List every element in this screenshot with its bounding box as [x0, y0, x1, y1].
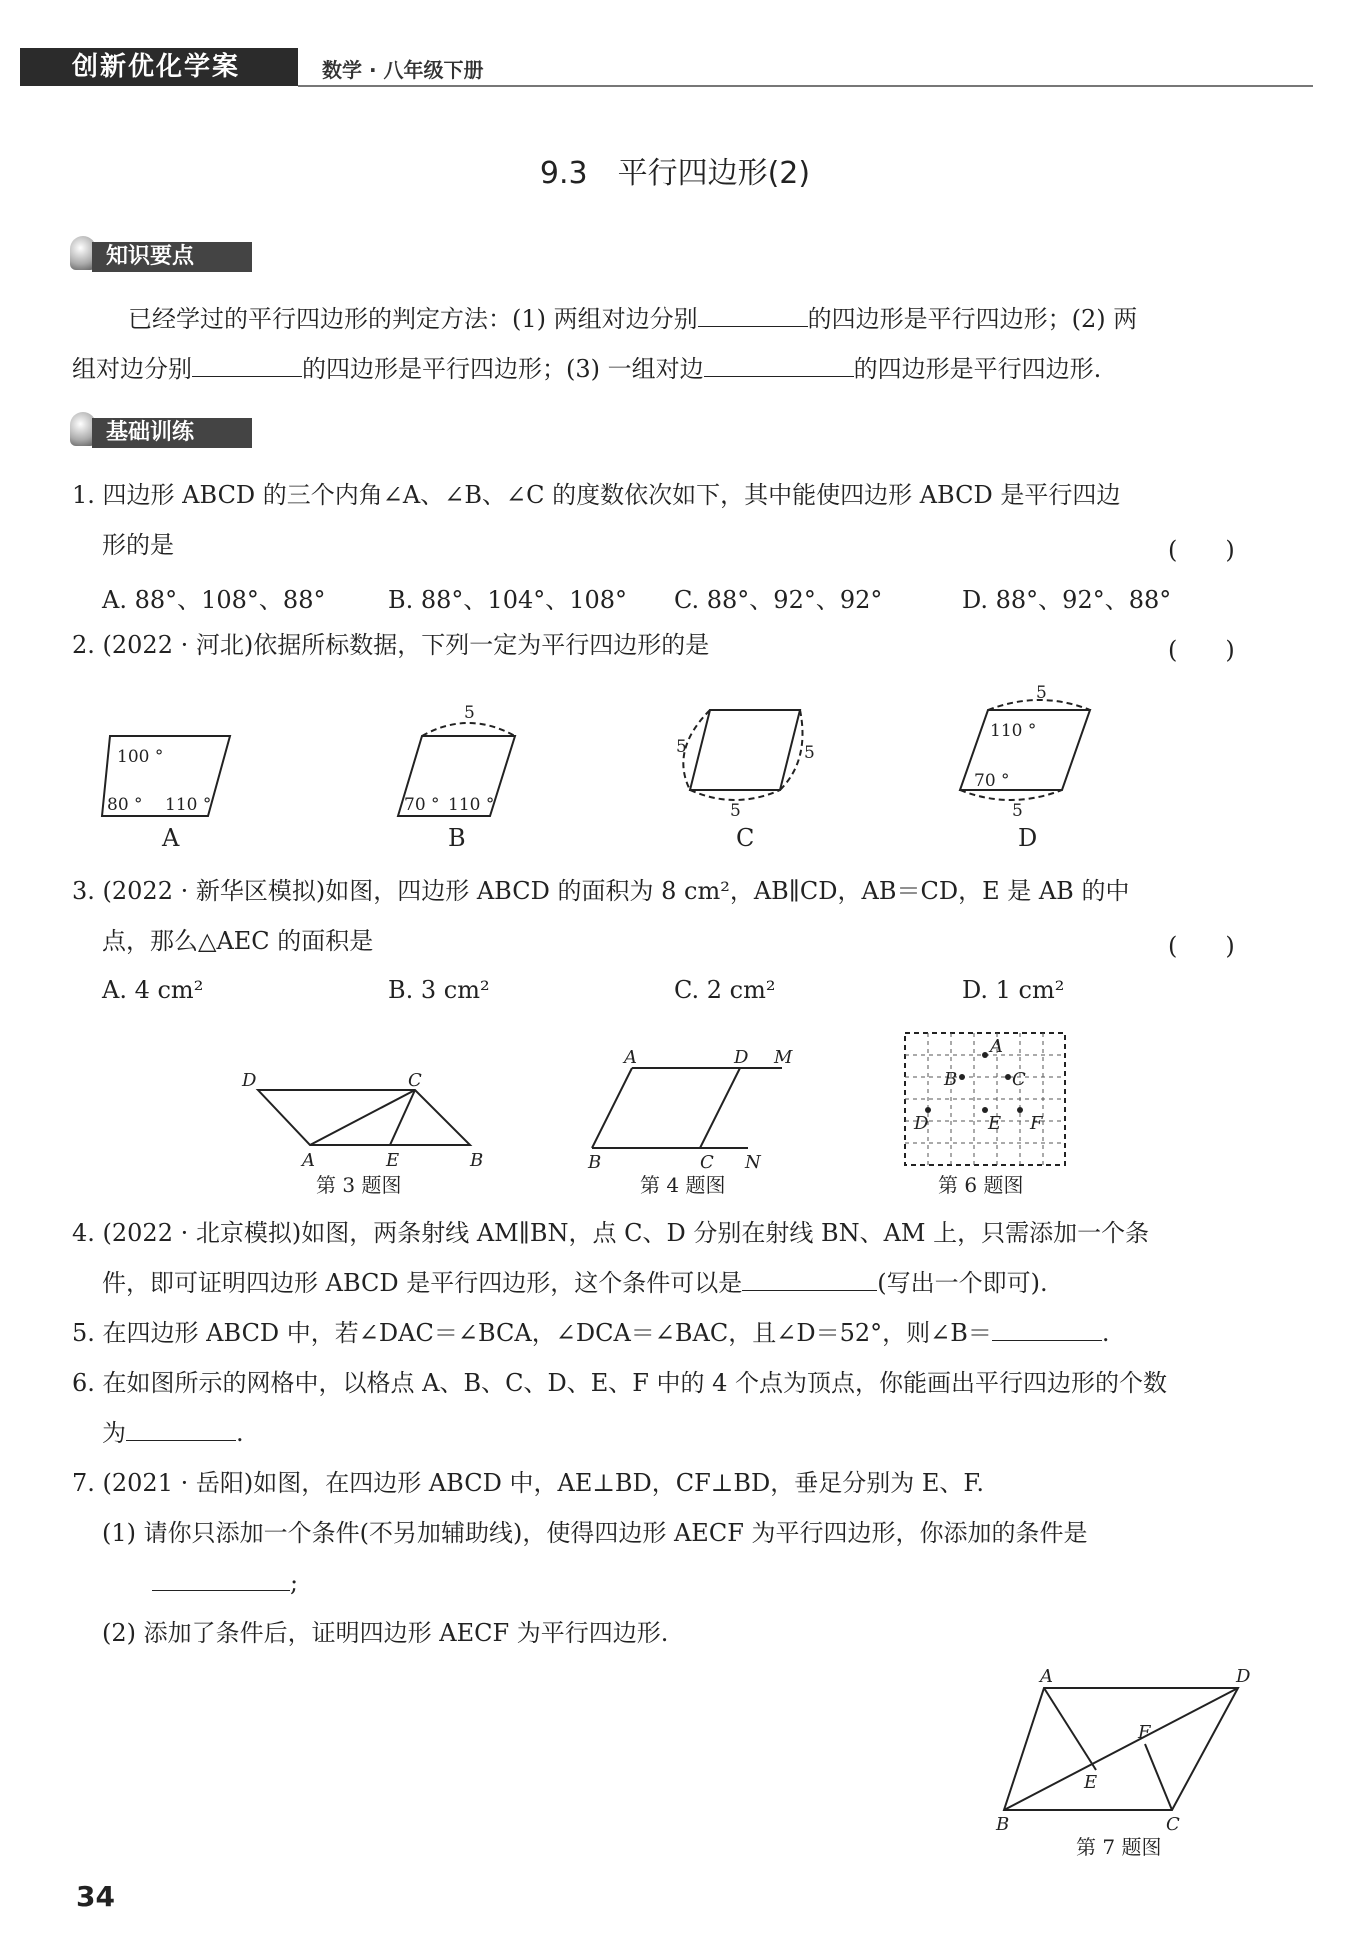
segment-cf — [1145, 1744, 1172, 1810]
point-label: D — [1236, 1666, 1251, 1687]
answer-blank[interactable] — [992, 1318, 1102, 1341]
q7-part-2: (2) 添加了条件后，证明四边形 AECF 为平行四边形. — [102, 1619, 669, 1647]
q3-stem: 3. (2022 · 新华区模拟)如图，四边形 ABCD 的面积为 8 cm²，AB∥CD，AB＝CD，E 是 AB 的中 — [72, 877, 1130, 905]
q4-text: 件，即可证明四边形 ABCD 是平行四边形，这个条件可以是 — [102, 1269, 743, 1297]
side-mark — [422, 723, 515, 736]
diagonal-bd — [1004, 1688, 1238, 1810]
q1-stem: 1. 四边形 ABCD 的三个内角∠A、∠B、∠C 的度数依次如下，其中能使四边形 ABCD 是平行四边 — [72, 481, 1121, 509]
point-label: A — [302, 1150, 315, 1171]
q7-text: ; — [290, 1569, 299, 1597]
answer-blank[interactable] — [192, 354, 302, 377]
figure-label: D — [1018, 824, 1038, 852]
answer-blank[interactable] — [742, 1268, 877, 1291]
q4-text: (写出一个即可). — [877, 1269, 1048, 1297]
answer-paren[interactable]: ( ) — [1168, 636, 1235, 664]
side-label: 5 — [464, 703, 475, 723]
side-label: 5 — [804, 743, 815, 763]
side-label: 5 — [676, 737, 687, 757]
figure-caption: 第 4 题图 — [640, 1173, 726, 1197]
knowledge-line-2 — [72, 354, 1101, 384]
point-label: M — [774, 1047, 793, 1068]
brand-banner: 创新优化学案 — [20, 48, 298, 86]
page-header — [20, 48, 1320, 88]
header-rule — [298, 85, 1313, 87]
point-label: D — [914, 1113, 929, 1134]
q1-option-b[interactable]: B. 88°、104°、108° — [388, 586, 628, 614]
angle-label: 70 ° — [404, 795, 440, 815]
side-mark — [960, 790, 1062, 800]
side-label: 5 — [730, 801, 741, 821]
grid-point[interactable] — [959, 1074, 965, 1080]
point-label: D — [242, 1070, 257, 1091]
side-label: 5 — [1012, 801, 1023, 821]
answer-paren[interactable]: ( ) — [1168, 932, 1235, 960]
page-title: 9.3 平行四边形(2) — [539, 156, 811, 191]
segment-cd — [700, 1068, 740, 1148]
point-label: B — [588, 1152, 602, 1173]
figure-label: B — [448, 824, 466, 852]
figure-7 — [980, 1658, 1260, 1858]
angle-label: 110 ° — [165, 795, 212, 815]
figures-row — [240, 1030, 1090, 1210]
q5-text: . — [1101, 1319, 1110, 1347]
q1-stem-2: 形的是 — [102, 531, 174, 559]
grid-point[interactable] — [1017, 1107, 1023, 1113]
side-mark — [690, 790, 780, 800]
angle-label: 100 ° — [117, 747, 164, 767]
section-basic-title: 基础训练 — [92, 418, 252, 448]
point-label: N — [745, 1152, 761, 1173]
figure-3-line — [390, 1090, 415, 1145]
q1-option-d[interactable]: D. 88°、92°、88° — [962, 586, 1172, 614]
parallelogram-shape[interactable] — [690, 710, 800, 790]
q3-option-a[interactable]: A. 4 cm² — [102, 976, 204, 1004]
figure-3-line — [310, 1090, 415, 1145]
q3-stem-2: 点，那么△AEC 的面积是 — [102, 927, 374, 955]
q6-stem: 6. 在如图所示的网格中，以格点 A、B、C、D、E、F 中的 4 个点为顶点，你能画出平行四边形的个数 — [72, 1369, 1168, 1397]
grid-point[interactable] — [982, 1052, 988, 1058]
point-label: E — [1084, 1772, 1098, 1793]
q1-option-c[interactable]: C. 88°、92°、92° — [674, 586, 883, 614]
q1-option-a[interactable]: A. 88°、108°、88° — [102, 586, 326, 614]
q4-stem: 4. (2022 · 北京模拟)如图，两条射线 AM∥BN，点 C、D 分别在射线 BN、AM 上，只需添加一个条 — [72, 1219, 1150, 1247]
knowledge-line-1 — [128, 304, 1137, 334]
knowledge-text: 组对边分别 — [72, 355, 192, 383]
point-label: D — [734, 1047, 749, 1068]
point-label: C — [1012, 1069, 1026, 1090]
point-label: B — [470, 1150, 484, 1171]
q3-option-d[interactable]: D. 1 cm² — [962, 976, 1065, 1004]
angle-label: 110 ° — [990, 721, 1037, 741]
q6-text: 为 — [102, 1419, 126, 1447]
segment-ae — [1044, 1688, 1096, 1770]
knowledge-text: 的四边形是平行四边形. — [853, 355, 1102, 383]
q2-stem: 2. (2022 · 河北)依据所标数据，下列一定为平行四边形的是 — [72, 631, 710, 659]
point-label: B — [944, 1069, 958, 1090]
figure-caption: 第 6 题图 — [938, 1173, 1024, 1197]
angle-label: 80 ° — [107, 795, 143, 815]
point-label: C — [408, 1070, 422, 1091]
point-label: C — [700, 1152, 714, 1173]
figure-label: C — [736, 824, 755, 852]
q3-option-c[interactable]: C. 2 cm² — [674, 976, 776, 1004]
answer-blank[interactable] — [152, 1568, 290, 1591]
point-label: A — [990, 1036, 1003, 1057]
segment-ab — [592, 1068, 632, 1148]
point-label: B — [996, 1814, 1010, 1835]
figure-caption: 第 7 题图 — [1076, 1835, 1162, 1858]
q7-part-1-answer — [152, 1568, 298, 1598]
q7-part-1: (1) 请你只添加一个条件(不另加辅助线)，使得四边形 AECF 为平行四边形，你添加的条件是 — [102, 1519, 1088, 1547]
side-label: 5 — [1036, 683, 1047, 703]
answer-paren[interactable]: ( ) — [1168, 536, 1235, 564]
q4-stem-2 — [102, 1268, 1048, 1298]
figure-label: A — [162, 824, 180, 852]
q5-stem — [72, 1318, 1110, 1348]
knowledge-text: 已经学过的平行四边形的判定方法：(1) 两组对边分别 — [128, 305, 698, 333]
q7-stem: 7. (2021 · 岳阳)如图，在四边形 ABCD 中，AE⊥BD，CF⊥BD，垂足分别为 E、F. — [72, 1469, 984, 1497]
point-label: E — [386, 1150, 400, 1171]
point-label: A — [624, 1047, 637, 1068]
knowledge-text: 的四边形是平行四边形；(3) 一组对边 — [302, 355, 704, 383]
q6-stem-2 — [102, 1418, 244, 1448]
subject-label: 数学 · 八年级下册 — [322, 58, 484, 82]
angle-label: 70 ° — [974, 771, 1010, 791]
knowledge-text: 的四边形是平行四边形；(2) 两 — [807, 305, 1138, 333]
answer-blank[interactable] — [698, 304, 808, 327]
q3-option-b[interactable]: B. 3 cm² — [388, 976, 490, 1004]
answer-blank[interactable] — [704, 354, 854, 377]
point-label: C — [1166, 1814, 1180, 1835]
section-knowledge-title: 知识要点 — [92, 242, 252, 272]
q6-text: . — [236, 1419, 244, 1447]
figure-caption: 第 3 题图 — [316, 1173, 402, 1197]
point-label: F — [1138, 1722, 1151, 1743]
answer-blank[interactable] — [126, 1418, 236, 1441]
grid-point[interactable] — [1005, 1074, 1011, 1080]
point-label: E — [988, 1113, 1002, 1134]
q5-text: 5. 在四边形 ABCD 中，若∠DAC＝∠BCA，∠DCA＝∠BAC，且∠D＝52°，则∠B＝ — [72, 1319, 992, 1347]
q2-figures — [90, 680, 1140, 855]
page-number: 34 — [76, 1880, 115, 1913]
point-label: F — [1030, 1113, 1043, 1134]
point-label: A — [1040, 1666, 1053, 1687]
angle-label: 110 ° — [448, 795, 495, 815]
